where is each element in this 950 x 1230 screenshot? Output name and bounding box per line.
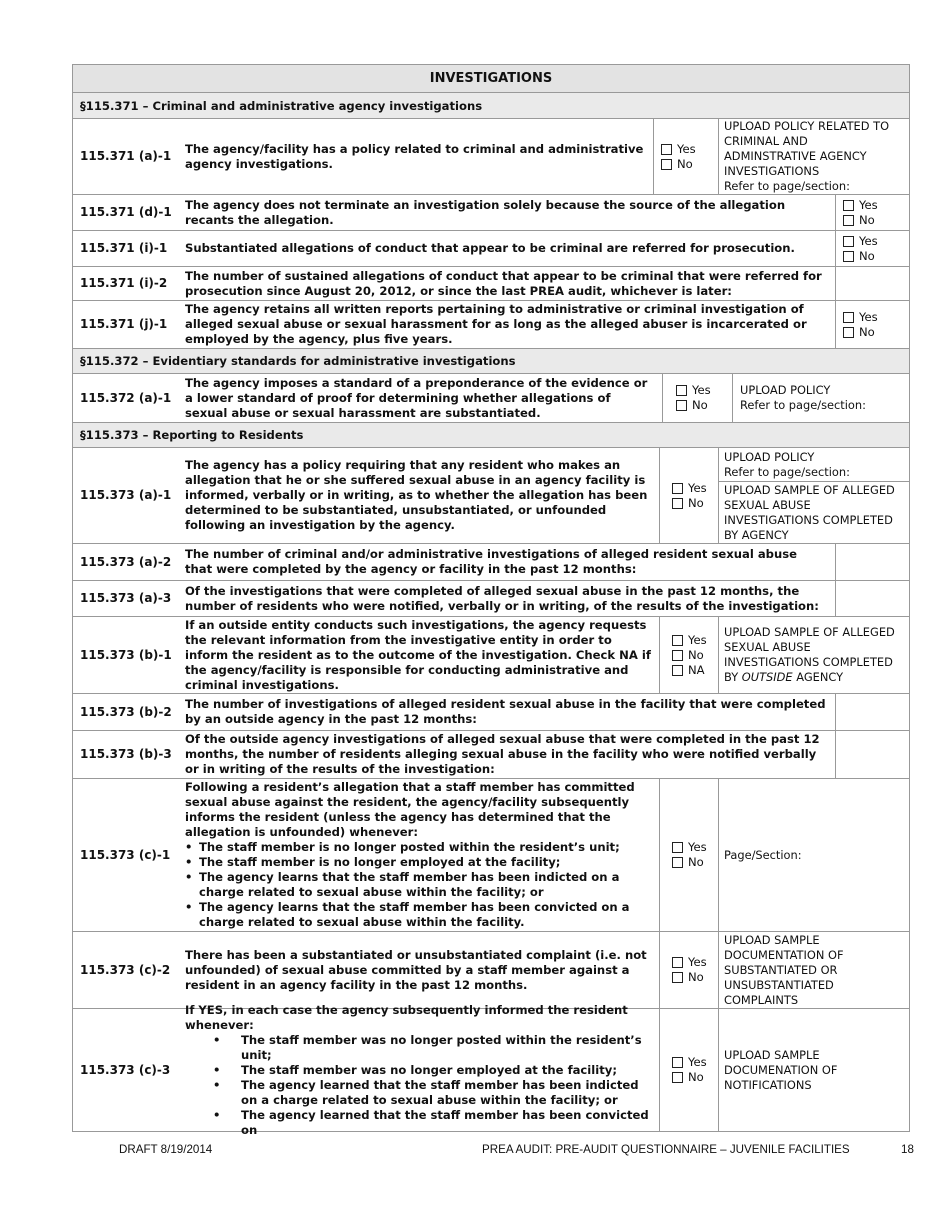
table-row	[73, 374, 909, 423]
standard-id: 115.371 (d)-1	[80, 205, 172, 219]
question-text: The agency/facility has a policy related to criminal and administrative agency investigations.	[185, 141, 644, 171]
yes-label: Yes	[677, 141, 696, 156]
yes-option[interactable]	[672, 955, 718, 970]
table-row	[73, 195, 909, 231]
no-label: No	[692, 398, 708, 412]
standard-id: 115.373 (a)-2	[80, 554, 172, 569]
count-field[interactable]	[835, 694, 909, 730]
yes-checkbox[interactable]	[661, 144, 672, 155]
count-field[interactable]	[835, 581, 909, 616]
upload-policy-block	[719, 448, 909, 482]
table-row	[73, 694, 909, 731]
yes-option[interactable]	[661, 142, 718, 157]
no-checkbox[interactable]	[843, 327, 854, 338]
no-label: No	[688, 647, 704, 662]
yes-no-options	[659, 932, 718, 1008]
list-item: • The staff member was no longer posted within the resident’s unit;	[185, 1033, 651, 1063]
question-text: The agency has a policy requiring that any resident who makes an allegation that he or she suffered sexual abuse in an agency facility is informed, verbally or in writing, as to whether the allegation has been determined to be substantiated, unsubstantiated, or unfounded following an investigation by the agency.	[185, 458, 648, 532]
upload-line: BY AGENCY	[724, 527, 789, 542]
table-row	[73, 932, 909, 1009]
upload-emphasis: OUTSIDE	[741, 670, 793, 684]
upload-line: SUBSTANTIATED OR	[724, 962, 838, 977]
yes-label: Yes	[688, 632, 707, 647]
upload-line: Refer to page/section:	[724, 464, 850, 479]
footer-page-number: 18	[901, 1143, 914, 1156]
table-row	[73, 448, 909, 544]
table-row	[73, 267, 909, 301]
section-heading-label: §115.372 – Evidentiary standards for administrative investigations	[80, 354, 516, 368]
no-checkbox[interactable]	[843, 215, 854, 226]
list-item-text: The agency learned that the staff member has been indicted on a charge related to sexual abuse within the facility; or	[241, 1077, 639, 1107]
upload-text: BY	[724, 670, 742, 684]
table-row	[73, 1002, 909, 1137]
upload-line: SEXUAL ABUSE	[724, 640, 811, 654]
yes-checkbox[interactable]	[672, 957, 683, 968]
standard-id: 115.372 (a)-1	[80, 390, 172, 405]
list-item: • The agency learned that the staff member has been convicted on	[185, 1108, 651, 1138]
upload-instructions	[718, 617, 909, 693]
yes-label: Yes	[859, 309, 878, 324]
standard-id: 115.373 (c)-1	[80, 847, 171, 862]
yes-option[interactable]	[672, 1055, 718, 1070]
na-checkbox[interactable]	[672, 665, 683, 676]
no-checkbox[interactable]	[676, 400, 687, 411]
yes-checkbox[interactable]	[843, 236, 854, 247]
yes-label: Yes	[859, 233, 878, 248]
no-label: No	[688, 855, 704, 869]
upload-line: UNSUBSTANTIATED	[724, 977, 834, 992]
standard-id: 115.373 (a)-3	[80, 591, 172, 605]
no-label: No	[859, 248, 875, 263]
question-text: Substantiated allegations of conduct that appear to be criminal are referred for prosecution.	[185, 241, 795, 255]
footer-document-title: PREA AUDIT: PRE-AUDIT QUESTIONNAIRE – JUVENILE FACILITIES	[482, 1143, 850, 1156]
upload-instructions	[718, 932, 909, 1008]
question-intro: Following a resident’s allegation that a staff member has committed sexual abuse against the resident, the agency/facility subsequently informs the resident (unless the agency has determined that the allegation is unfounded) whenever:	[185, 780, 635, 839]
question-text: The agency retains all written reports pertaining to administrative or criminal investigation of alleged sexual abuse or sexual harassment for as long as the alleged abuser is incarcerated or employed by the agency, plus five years.	[185, 302, 807, 346]
list-item: • The staff member is no longer employed at the facility;	[185, 855, 561, 869]
upload-line: UPLOAD POLICY	[740, 383, 831, 397]
question-text: The agency imposes a standard of a preponderance of the evidence or a lower standard of proof for determining whether allegations of sexual abuse or sexual harassment are substantiated.	[185, 375, 648, 420]
table-row	[73, 617, 909, 694]
no-option[interactable]	[843, 325, 909, 340]
count-field[interactable]	[835, 267, 909, 300]
question-text: The number of criminal and/or administrative investigations of alleged resident sexual abuse that were completed by the agency or facility in the past 12 months:	[185, 547, 797, 576]
list-item-text: The agency learned that the staff member has been convicted on	[241, 1107, 649, 1137]
table-row	[73, 231, 909, 267]
no-checkbox[interactable]	[672, 1072, 683, 1083]
no-option[interactable]	[843, 213, 909, 228]
count-field[interactable]	[835, 731, 909, 778]
yes-label: Yes	[688, 480, 707, 495]
section-heading-label: §115.371 – Criminal and administrative agency investigations	[80, 98, 483, 113]
yes-option[interactable]	[843, 198, 909, 213]
yes-option[interactable]	[843, 310, 909, 325]
upload-sample-block	[719, 482, 909, 543]
upload-line: INVESTIGATIONS COMPLETED	[724, 512, 893, 527]
question-text: Of the outside agency investigations of alleged sexual abuse that were completed in the past 12 months, the number of residents alleging sexual abuse in the facility who were notified verbally or in writing of the results of the investigation:	[185, 732, 820, 776]
list-item-text: The staff member was no longer posted within the resident’s unit;	[241, 1032, 642, 1062]
upload-line: NOTIFICATIONS	[724, 1077, 812, 1092]
na-option[interactable]	[672, 663, 718, 678]
table-row	[73, 544, 909, 581]
table-row	[73, 119, 909, 195]
standard-id: 115.373 (b)-2	[80, 704, 172, 719]
no-option[interactable]	[672, 855, 718, 870]
upload-line: UPLOAD POLICY	[724, 449, 815, 464]
upload-line: Refer to page/section:	[740, 398, 866, 412]
upload-instructions	[718, 119, 909, 194]
no-option[interactable]	[672, 496, 718, 511]
count-field[interactable]	[835, 544, 909, 580]
no-label: No	[859, 324, 875, 339]
no-label: No	[677, 156, 693, 171]
list-item-text: The staff member is no longer employed at the facility;	[199, 855, 561, 869]
table-row	[73, 779, 909, 932]
no-option[interactable]	[672, 648, 718, 663]
upload-line: DOCUMENTATION OF	[724, 947, 844, 962]
upload-line: UPLOAD SAMPLE OF ALLEGED	[724, 482, 895, 497]
upload-instructions	[718, 448, 909, 543]
standard-id: 115.373 (b)-3	[80, 747, 172, 761]
question-text: The agency does not terminate an investigation solely because the source of the allegation recants the allegation.	[185, 197, 786, 227]
no-option[interactable]	[661, 157, 718, 172]
investigations-table	[72, 64, 910, 1137]
yes-option[interactable]	[672, 633, 718, 648]
list-item-text: The staff member was no longer employed at the facility;	[241, 1062, 617, 1077]
upload-line: COMPLAINTS	[724, 992, 799, 1007]
upload-instructions	[732, 374, 909, 422]
yes-checkbox[interactable]	[843, 200, 854, 211]
no-checkbox[interactable]	[843, 251, 854, 262]
standard-id: 115.371 (i)-2	[80, 276, 168, 290]
upload-line: Refer to page/section:	[724, 179, 850, 193]
list-item: • The staff member was no longer employed at the facility;	[213, 1062, 617, 1077]
yes-label: Yes	[688, 955, 707, 969]
question-intro: If YES, in each case the agency subsequently informed the resident whenever:	[185, 1002, 628, 1032]
standard-id: 115.371 (j)-1	[80, 317, 168, 331]
yes-no-options	[659, 448, 718, 543]
yes-no-options	[835, 231, 909, 266]
upload-line: INVESTIGATIONS	[724, 164, 820, 178]
upload-line: DOCUMENATION OF	[724, 1062, 838, 1077]
list-item: • The agency learns that the staff member has been indicted on a charge related to sexual abuse within the facility; or	[185, 870, 651, 900]
table-title: INVESTIGATIONS	[429, 71, 553, 86]
no-option[interactable]	[843, 249, 909, 264]
no-option[interactable]	[672, 1070, 718, 1085]
upload-line: UPLOAD SAMPLE OF ALLEGED	[724, 625, 895, 639]
no-option[interactable]	[672, 970, 718, 985]
no-checkbox[interactable]	[672, 498, 683, 509]
yes-no-options	[659, 1009, 718, 1131]
section-heading	[73, 93, 909, 119]
question-text: The number of sustained allegations of conduct that appear to be criminal that were referred for prosecution since August 20, 2012, or since the last PREA audit, whichever is later:	[185, 268, 822, 298]
list-item-text: The staff member is no longer posted within the resident’s unit;	[199, 840, 620, 854]
yes-checkbox[interactable]	[672, 483, 683, 494]
footer-draft-date: DRAFT 8/19/2014	[119, 1143, 213, 1156]
section-heading	[73, 349, 909, 374]
question-text	[179, 1002, 659, 1137]
question-text: There has been a substantiated or unsubstantiated complaint (i.e. not unfounded) of sexual abuse committed by a staff member against a resident in an agency facility in the past 12 months.	[185, 947, 647, 992]
list-item: • The agency learns that the staff member has been convicted on a charge related to sexual abuse within the facility.	[185, 900, 651, 930]
standard-id: 115.373 (a)-1	[80, 488, 172, 502]
no-checkbox[interactable]	[661, 159, 672, 170]
no-label: No	[688, 495, 704, 510]
upload-line: SEXUAL ABUSE	[724, 497, 811, 512]
upload-line: ADMINSTRATIVE AGENCY	[724, 149, 867, 163]
yes-label: Yes	[688, 1055, 707, 1069]
list-item-text: The agency learns that the staff member has been indicted on a charge related to sexual abuse within the facility; or	[199, 870, 620, 899]
standard-id: 115.373 (c)-2	[80, 962, 171, 977]
yes-no-options	[835, 301, 909, 348]
yes-option[interactable]	[843, 234, 909, 249]
yes-checkbox[interactable]	[672, 635, 683, 646]
table-row	[73, 581, 909, 617]
upload-line: UPLOAD POLICY RELATED TO	[724, 119, 890, 133]
yes-option[interactable]	[672, 840, 718, 855]
yes-option[interactable]	[672, 481, 718, 496]
no-checkbox[interactable]	[672, 857, 683, 868]
yes-label: Yes	[688, 840, 707, 854]
section-heading-label: §115.373 – Reporting to Residents	[80, 428, 304, 442]
list-item: • The staff member is no longer posted within the resident’s unit;	[185, 840, 620, 854]
yes-option[interactable]	[676, 383, 732, 398]
yes-no-options	[653, 119, 718, 194]
no-checkbox[interactable]	[672, 650, 683, 661]
upload-line: UPLOAD SAMPLE	[724, 932, 820, 947]
upload-instructions	[718, 779, 909, 931]
no-label: No	[688, 1070, 704, 1084]
yes-no-options	[659, 779, 718, 931]
yes-checkbox[interactable]	[672, 1057, 683, 1068]
yes-checkbox[interactable]	[676, 385, 687, 396]
yes-label: Yes	[859, 197, 878, 212]
list-item-text: The agency learns that the staff member has been convicted on a charge related to sexual abuse within the facility.	[199, 900, 630, 929]
yes-label: Yes	[692, 383, 711, 397]
upload-line: UPLOAD SAMPLE	[724, 1047, 820, 1062]
yes-no-options	[835, 195, 909, 230]
no-label: No	[688, 970, 704, 984]
upload-line	[724, 670, 904, 685]
standard-id: 115.371 (i)-1	[80, 241, 168, 255]
yes-checkbox[interactable]	[672, 842, 683, 853]
yes-no-na-options	[659, 617, 718, 693]
standard-id: 115.373 (c)-3	[80, 1062, 171, 1077]
table-header	[73, 65, 909, 93]
section-heading	[73, 423, 909, 448]
upload-line: CRIMINAL AND	[724, 134, 808, 148]
no-option[interactable]	[676, 398, 732, 413]
question-text: The number of investigations of alleged resident sexual abuse in the facility that were completed by an outside agency in the past 12 months:	[185, 697, 826, 726]
question-text: Of the investigations that were completed of alleged sexual abuse in the past 12 months, the number of residents who were notified, verbally or in writing, of the results of the investigation:	[185, 583, 819, 613]
upload-text: AGENCY	[792, 670, 844, 684]
question-text	[179, 779, 659, 931]
yes-checkbox[interactable]	[843, 312, 854, 323]
list-item: • The agency learned that the staff member has been indicted on a charge related to sexual abuse within the facility; or	[185, 1078, 651, 1108]
table-row	[73, 301, 909, 349]
standard-id: 115.371 (a)-1	[80, 149, 172, 163]
na-label: NA	[688, 662, 705, 677]
upload-instructions	[718, 1009, 909, 1131]
standard-id: 115.373 (b)-1	[80, 647, 172, 662]
table-row	[73, 731, 909, 779]
upload-line: INVESTIGATIONS COMPLETED	[724, 655, 893, 669]
no-label: No	[859, 212, 875, 227]
upload-line: Page/Section:	[724, 847, 802, 862]
yes-no-options	[662, 374, 732, 422]
question-text: If an outside entity conducts such investigations, the agency requests the relevant information from the investigative entity in order to inform the resident as to the outcome of the investigation. Check NA if the agency/facility is responsible for conducting administrative and criminal investigations.	[185, 617, 651, 692]
no-checkbox[interactable]	[672, 972, 683, 983]
